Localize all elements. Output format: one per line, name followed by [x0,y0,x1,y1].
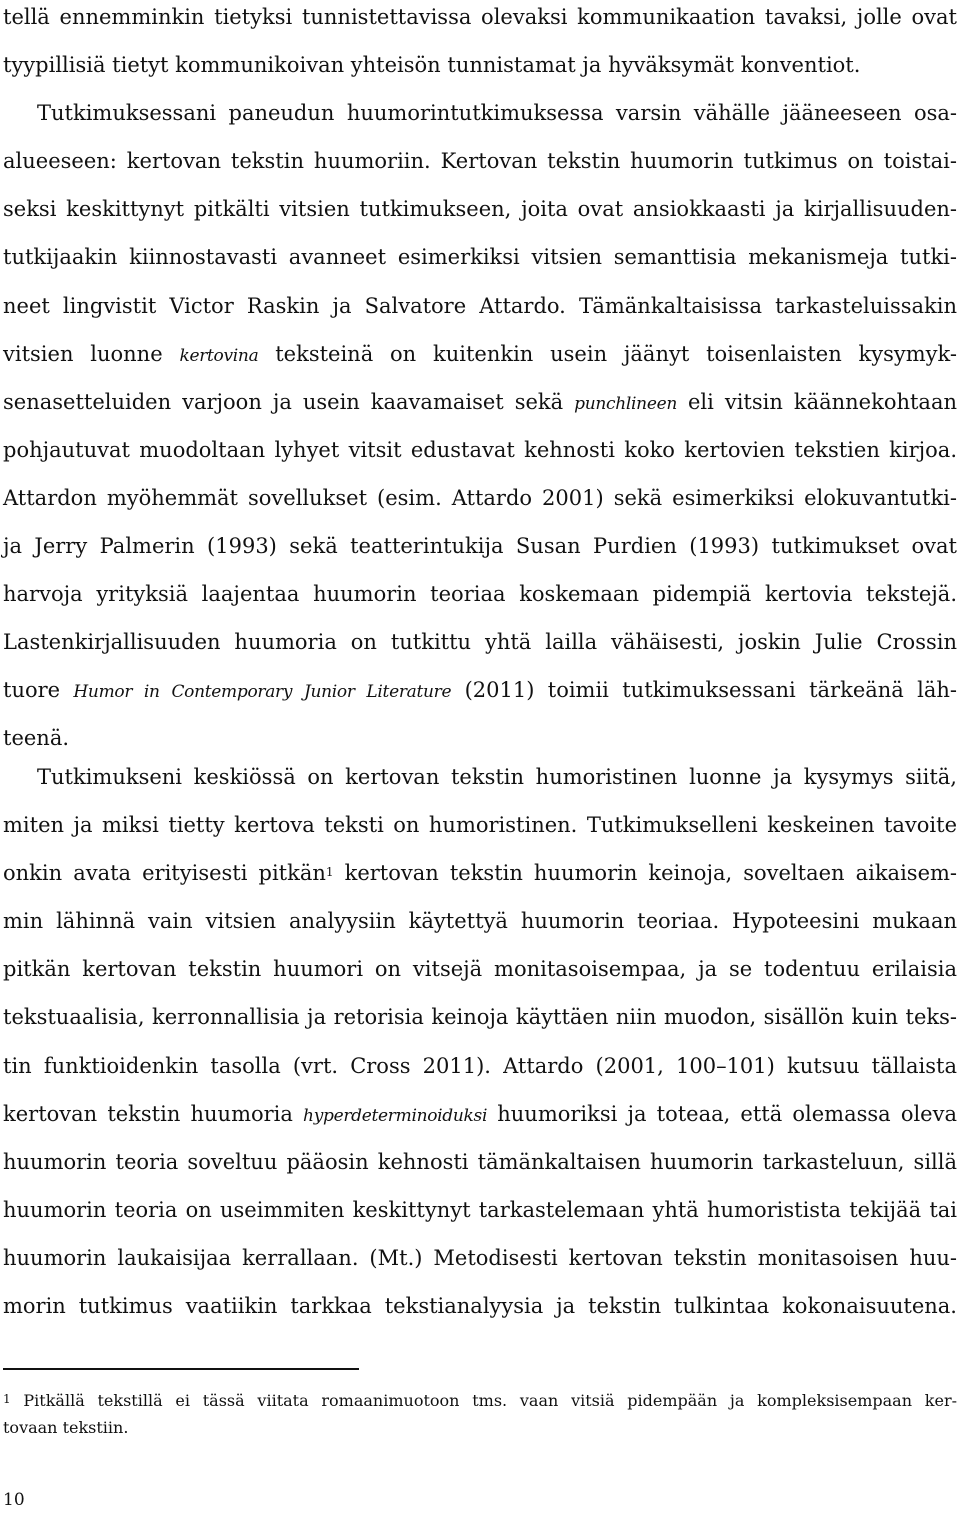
emphasis-text: kertovina [179,345,259,366]
text-line: ja Jerry Palmerin (1993) sekä teatterintukija Susan Purdien (1993) tutkimukset ovat [3,534,957,559]
text-line: tellä ennemminkin tietyksi tunnistettavissa olevaksi kommunikaation tavaksi, jolle ovat [3,5,957,29]
text-line: onkin avata erityisesti pitkän$^1$ kertovan tekstin huumorin keinoja, soveltaen aikaisem- [3,861,958,886]
text-line: Tutkimukseni keskiössä on kertovan tekstin humoristinen luonne ja kysymys siitä, [37,765,957,789]
paragraph-2 [3,753,957,1330]
text-line: tuore Humor in Contemporary Junior Literature (2011) toimii tutkimuksessani tärkeänä läh- [3,678,957,703]
paragraph-1 [3,0,957,763]
text-line: min lähinnä vain vitsien analyysiin käytettyä huumorin teoriaa. Hypoteesini mukaan [3,909,957,934]
footnote-marker: 1 [3,1392,11,1406]
text-line: huumorin teoria on useimmiten keskittynyt tarkastelemaan yhtä humoristista tekijää tai [3,1197,957,1222]
book-title: Humor in Contemporary Junior Literature [73,682,452,703]
text-line: morin tutkimus vaatiikin tarkkaa tekstianalyysia ja tekstin tulkintaa kokonaisuutena. [3,1294,957,1319]
text-line: vitsien luonne kertovina teksteinä on kuitenkin usein jäänyt toisenlaisten kysymyk- [3,341,957,366]
text-line: pitkän kertovan tekstin huumori on vitsejä monitasoisempaa, ja se todentuu erilaisia [3,957,957,982]
text-line: huumorin laukaisijaa kerrallaan. (Mt.) Metodisesti kertovan tekstin monitasoisen huu- [3,1245,957,1270]
page-number: 10 [3,1490,25,1510]
emphasis-text: punchlineen [574,393,677,414]
text-line: Attardon myöhemmät sovellukset (esim. Attardo 2001) sekä esimerkiksi elokuvantutki- [3,485,957,510]
text-line: kertovan tekstin huumoria hyperdeterminoiduksi huumoriksi ja toteaa, että olemassa oleva [3,1101,957,1126]
text-line: senasetteluiden varjoon ja usein kaavamaiset sekä punchlineen eli vitsin käännekohtaan [3,389,957,414]
text-line: neet lingvistit Victor Raskin ja Salvatore Attardo. Tämänkaltaisissa tarkasteluissakin [3,293,957,318]
footnote-line: $^1$ Pitkällä tekstillä ei tässä viitata romaanimuotoon tms. vaan vitsiä pidempään ja kompleksisempaan ker- [3,1391,957,1410]
text-line: alueeseen: kertovan tekstin huumoriin. Kertovan tekstin huumorin tutkimus on toistai- [3,149,957,174]
footnote-divider [3,1368,359,1370]
text-line: tutkijaakin kiinnostavasti avanneet esimerkiksi vitsien semanttisia mekanismeja tutki- [3,245,957,270]
text-line: tyypillisiä tietyt kommunikoivan yhteisön tunnistamat ja hyväksymät konventiot. [3,53,861,78]
text-line: pohjautuvat muodoltaan lyhyet vitsit edustavat kehnosti koko kertovien tekstien kirjoa. [3,437,957,462]
text-line: tin funktioidenkin tasolla (vrt. Cross 2011). Attardo (2001, 100–101) kutsuu tällaista [3,1053,957,1078]
text-line: seksi keskittynyt pitkälti vitsien tutkimukseen, joita ovat ansiokkaasti ja kirjallisuuden- [3,197,957,222]
footnote [3,1387,957,1441]
emphasis-text: hyperdeterminoiduksi [303,1105,488,1126]
text-line: Tutkimuksessani paneudun huumorintutkimuksessa varsin vähälle jääneeseen osa- [37,101,957,126]
footnote-reference: 1 [325,865,334,880]
text-line: tekstuaalisia, kerronnallisia ja retorisia keinoja käyttäen niin muodon, sisällön kuin teks- [3,1005,957,1030]
footnote-line: tovaan tekstiin. [3,1418,129,1437]
text-line: miten ja miksi tietty kertova teksti on humoristinen. Tutkimukselleni keskeinen tavoite [3,813,957,838]
text-line: teenä. [3,726,70,751]
text-line: harvoja yrityksiä laajentaa huumorin teoriaa koskemaan pidempiä kertovia tekstejä. [3,582,957,607]
text-line: Lastenkirjallisuuden huumoria on tutkittu yhtä lailla vähäisesti, joskin Julie Crossin [3,630,957,655]
text-line: huumorin teoria soveltuu pääosin kehnosti tämänkaltaisen huumorin tarkasteluun, sillä [3,1149,957,1174]
